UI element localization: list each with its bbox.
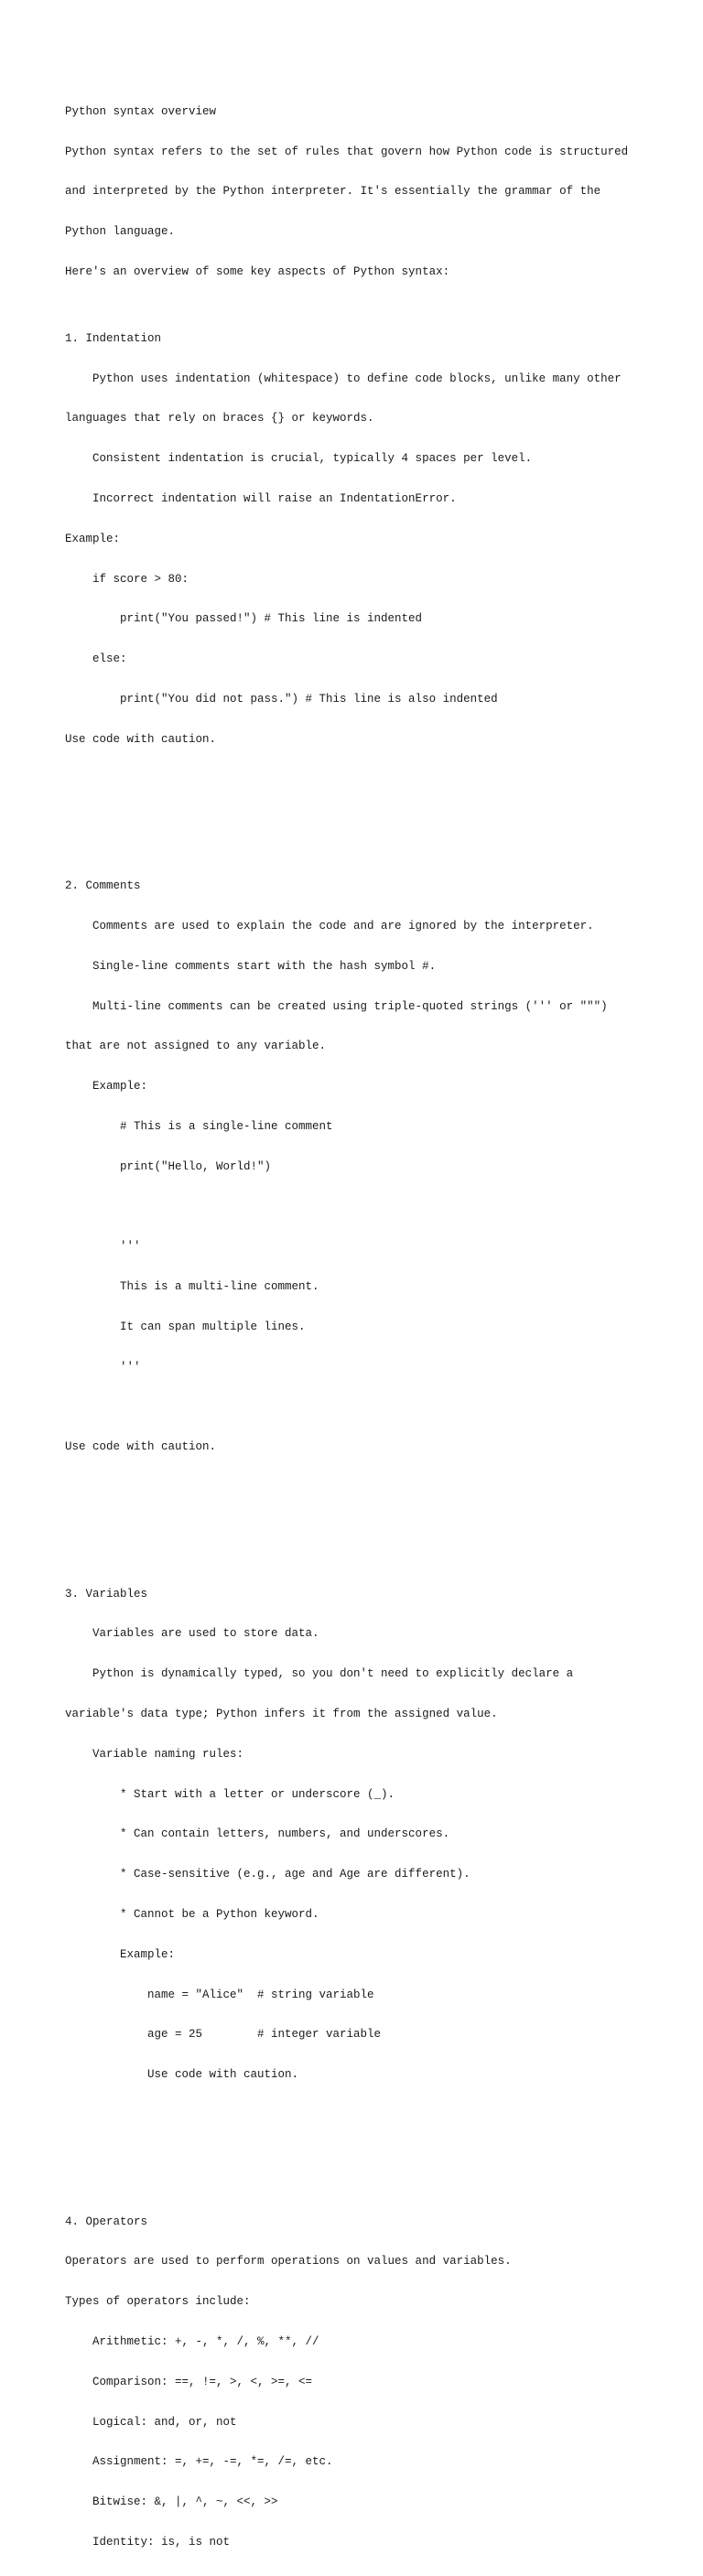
example-label: Example: [65,532,121,545]
caution-note: Use code with caution. [65,2068,299,2082]
code-line: ''' [65,1360,141,1374]
body-line: variable's data type; Python infers it from the assigned value. [65,1708,498,1721]
body-line: Types of operators include: [65,2295,251,2309]
body-line: that are not assigned to any variable. [65,1040,327,1053]
doc-title: Python syntax overview [65,104,217,118]
spacer [65,2149,669,2162]
spacer [65,813,669,826]
code-line: age = 25 # integer variable [65,2028,382,2042]
rule-item: * Start with a letter or underscore (_). [65,1787,395,1801]
rule-item: * Can contain letters, numbers, and underscores. [65,1827,450,1841]
section-heading-comments: 2. Comments [65,879,141,893]
code-line: print("You did not pass.") # This line is also indented [65,692,498,706]
body-line: Python is dynamically typed, so you don't need to explicitly declare a [65,1667,574,1681]
operator-item: Bitwise: &, |, ^, ~, <<, >> [65,2495,278,2509]
operator-item: Logical: and, or, not [65,2415,237,2429]
body-line: Multi-line comments can be created using triple-quoted strings (''' or """) [65,999,608,1013]
code-line: It can span multiple lines. [65,1320,306,1333]
overview-line: Here's an overview of some key aspects of Python syntax: [65,264,450,278]
rule-item: * Case-sensitive (e.g., age and Age are different). [65,1868,470,1881]
body-line: Python uses indentation (whitespace) to define code blocks, unlike many other [65,372,622,385]
code-line: if score > 80: [65,572,189,586]
operator-item: Arithmetic: +, -, *, /, %, **, // [65,2334,319,2348]
code-line: # This is a single-line comment [65,1119,333,1133]
code-line: else: [65,652,127,666]
spacer [65,772,669,786]
document-page [65,65,669,2576]
spacer [65,1400,669,1414]
spacer [65,2108,669,2122]
caution-note: Use code with caution. [65,732,217,746]
body-line: Variables are used to store data. [65,1627,319,1641]
code-line: ''' [65,1240,141,1254]
rule-item: * Cannot be a Python keyword. [65,1907,319,1921]
spacer [65,1481,669,1494]
body-line: Variable naming rules: [65,1747,244,1761]
operator-item: Comparison: ==, !=, >, <, >=, <= [65,2375,313,2388]
section-heading-variables: 3. Variables [65,1587,148,1601]
section-heading-indentation: 1. Indentation [65,331,162,345]
body-line: Operators are used to perform operations on values and variables. [65,2255,512,2269]
intro-line: and interpreted by the Python interpreter. It's essentially the grammar of the [65,185,601,199]
code-line: name = "Alice" # string variable [65,1988,374,2001]
section-heading-operators: 4. Operators [65,2215,148,2228]
body-line: Comments are used to explain the code and are ignored by the interpreter. [65,920,594,932]
spacer [65,1521,669,1535]
example-label: Example: [65,1080,148,1094]
code-line: print("Hello, World!") [65,1159,272,1173]
body-line: Consistent indentation is crucial, typically 4 spaces per level. [65,452,533,466]
code-line: print("You passed!") # This line is indented [65,612,423,626]
example-label: Example: [65,1947,176,1961]
spacer [65,1200,669,1213]
intro-line: Python syntax refers to the set of rules that govern how Python code is structured [65,145,629,158]
intro-line: Python language. [65,225,176,239]
body-line: Single-line comments start with the hash symbol #. [65,959,437,973]
caution-note: Use code with caution. [65,1440,217,1454]
operator-item: Identity: is, is not [65,2535,231,2549]
body-line: Incorrect indentation will raise an IndentationError. [65,492,457,505]
body-line: languages that rely on braces {} or keywords. [65,412,374,426]
operator-item: Assignment: =, +=, -=, *=, /=, etc. [65,2455,333,2469]
code-line: This is a multi-line comment. [65,1280,319,1294]
